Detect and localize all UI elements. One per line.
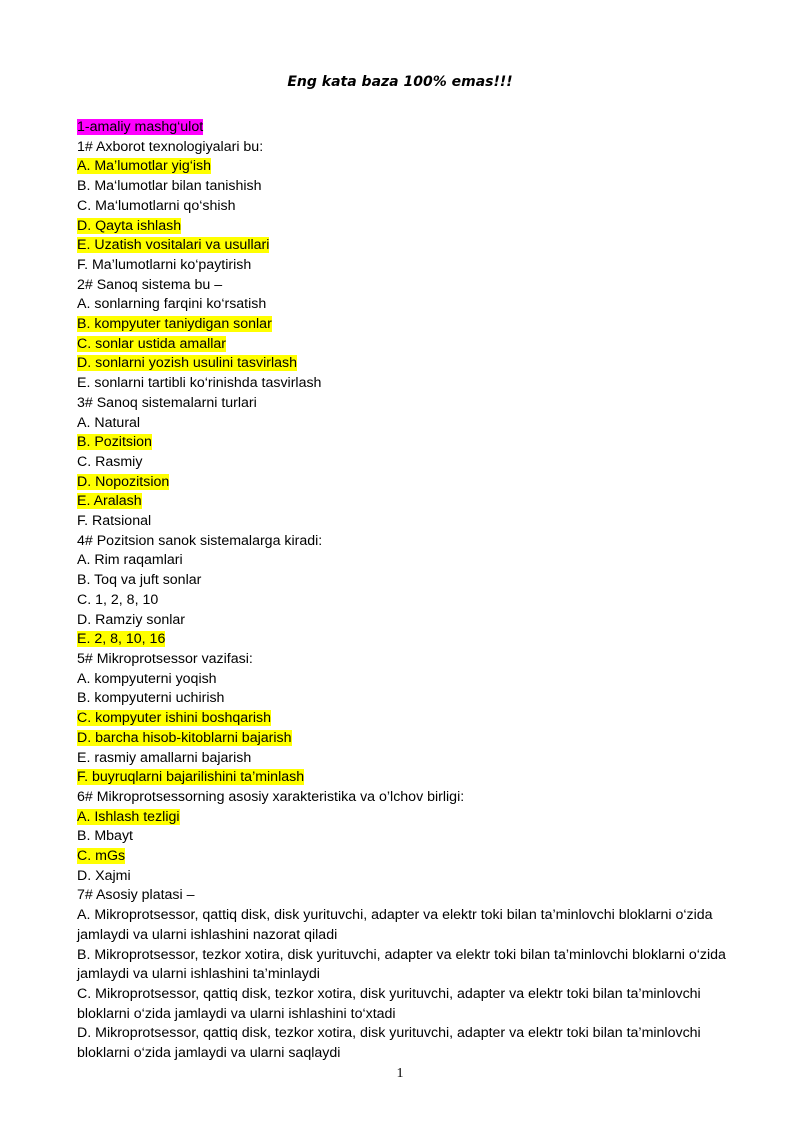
answer-option <box>77 374 747 394</box>
question-text: 4# Pozitsion sanok sistemalarga kiradi: <box>77 532 323 549</box>
highlighted-answer: E. 2, 8, 10, 16 <box>77 631 166 648</box>
answer-option <box>77 236 747 256</box>
answer-option <box>77 177 747 197</box>
highlighted-answer: C. kompyuter ishini boshqarish <box>77 710 271 727</box>
highlighted-answer: E. Uzatish vositalari va usullari <box>77 237 270 254</box>
answer-option <box>77 473 747 493</box>
answer-option <box>77 749 747 769</box>
answer-option <box>77 433 747 453</box>
section-label: 1-amaliy mashg‘ulot <box>77 119 204 135</box>
highlighted-answer: D. sonlarni yozish usulini tasvirlash <box>77 355 297 372</box>
highlighted-answer: A. Ma’lumotlar yig‘ish <box>77 158 212 175</box>
answer-text: C. Ma‘lumotlarni qo‘shish <box>77 197 236 214</box>
answer-option <box>77 827 747 847</box>
answer-option <box>77 492 747 512</box>
answer-option <box>77 354 747 374</box>
answer-text: D. Mikroprotsessor, qattiq disk, tezkor xotira, disk yurituvchi, adapter va elektr toki bilan ta’minlovchi bloklarni o‘zida jamlaydi va ularni saqlaydi <box>77 1025 701 1062</box>
highlighted-answer: D. Qayta ishlash <box>77 217 182 234</box>
answer-text: B. Ma‘lumotlar bilan tanishish <box>77 178 262 195</box>
question-text: 1# Axborot texnologiyalari bu: <box>77 138 264 155</box>
highlighted-answer: F. buyruqlarni bajarilishini ta’minlash <box>77 769 305 786</box>
answer-option <box>77 256 747 276</box>
answer-option <box>77 689 747 709</box>
answer-option <box>77 946 747 985</box>
answer-option <box>77 197 747 217</box>
answer-text: F. Ma’lumotlarni ko‘paytirish <box>77 256 252 273</box>
answer-option <box>77 611 747 631</box>
answer-option <box>77 847 747 867</box>
answer-text: C. Mikroprotsessor, qattiq disk, tezkor xotira, disk yurituvchi, adapter va elektr toki bilan ta’minlovchi bloklarni o‘zida jamlaydi va ularni ishlashini to‘xtadi <box>77 985 701 1022</box>
question-text: 3# Sanoq sistemalarni turlari <box>77 394 257 411</box>
section-heading <box>77 118 747 138</box>
answer-option <box>77 335 747 355</box>
answer-text: A. sonlarning farqini ko‘rsatish <box>77 296 267 313</box>
question-text: 6# Mikroprotsessorning asosiy xarakteristika va o’lchov birligi: <box>77 788 465 805</box>
answer-option <box>77 768 747 788</box>
answer-option <box>77 315 747 335</box>
question-text: 2# Sanoq sistema bu – <box>77 276 223 293</box>
answer-option <box>77 906 747 945</box>
answer-option <box>77 157 747 177</box>
page-number: 1 <box>396 1066 404 1081</box>
answer-text: B. Mbayt <box>77 828 133 845</box>
answer-option <box>77 551 747 571</box>
answer-text: F. Ratsional <box>77 513 152 530</box>
document-title: Eng kata baza 100% emas!!! <box>287 74 513 90</box>
question-list <box>77 118 747 1064</box>
answer-text: A. kompyuterni yoqish <box>77 670 217 687</box>
highlighted-answer: D. Nopozitsion <box>77 473 170 490</box>
answer-text: A. Mikroprotsessor, qattiq disk, disk yurituvchi, adapter va elektr toki bilan ta’minlovchi bloklarni o‘zida jamlaydi va ularni ishlashini nazorat qiladi <box>77 907 713 943</box>
highlighted-answer: C. mGs <box>77 848 126 865</box>
answer-option <box>77 729 747 749</box>
question-text: 5# Mikroprotsessor vazifasi: <box>77 650 253 667</box>
answer-option <box>77 512 747 532</box>
highlighted-answer: C. sonlar ustida amallar <box>77 335 227 352</box>
answer-option <box>77 630 747 650</box>
answer-option <box>77 591 747 611</box>
answer-option <box>77 1024 747 1063</box>
highlighted-answer: D. barcha hisob-kitoblarni bajarish <box>77 729 292 746</box>
answer-text: E. sonlarni tartibli ko‘rinishda tasvirlash <box>77 375 322 392</box>
answer-option <box>77 571 747 591</box>
answer-option <box>77 217 747 237</box>
answer-text: D. Xajmi <box>77 867 131 884</box>
answer-text: B. kompyuterni uchirish <box>77 690 225 707</box>
highlighted-answer: E. Aralash <box>77 493 142 510</box>
answer-text: D. Ramziy sonlar <box>77 611 186 628</box>
answer-option <box>77 709 747 729</box>
answer-text: B. Toq va juft sonlar <box>77 572 202 589</box>
answer-text: E. rasmiy amallarni bajarish <box>77 749 252 766</box>
answer-option <box>77 808 747 828</box>
answer-option <box>77 670 747 690</box>
question-text: 7# Asosiy platasi – <box>77 887 195 904</box>
highlighted-answer: B. Pozitsion <box>77 434 152 451</box>
answer-option <box>77 985 747 1024</box>
answer-option <box>77 414 747 434</box>
answer-option <box>77 295 747 315</box>
answer-text: A. Natural <box>77 414 141 431</box>
highlighted-answer: B. kompyuter taniydigan sonlar <box>77 316 272 333</box>
highlighted-answer: A. Ishlash tezligi <box>77 808 180 825</box>
answer-option <box>77 453 747 473</box>
answer-text: B. Mikroprotsessor, tezkor xotira, disk yurituvchi, adapter va elektr toki bilan ta’minlovchi bloklarni o‘zida jamlaydi va ularni ishlashini ta’minlaydi <box>77 946 726 983</box>
answer-text: C. 1, 2, 8, 10 <box>77 591 159 608</box>
answer-option <box>77 867 747 887</box>
answer-text: A. Rim raqamlari <box>77 552 183 569</box>
answer-text: C. Rasmiy <box>77 453 143 470</box>
